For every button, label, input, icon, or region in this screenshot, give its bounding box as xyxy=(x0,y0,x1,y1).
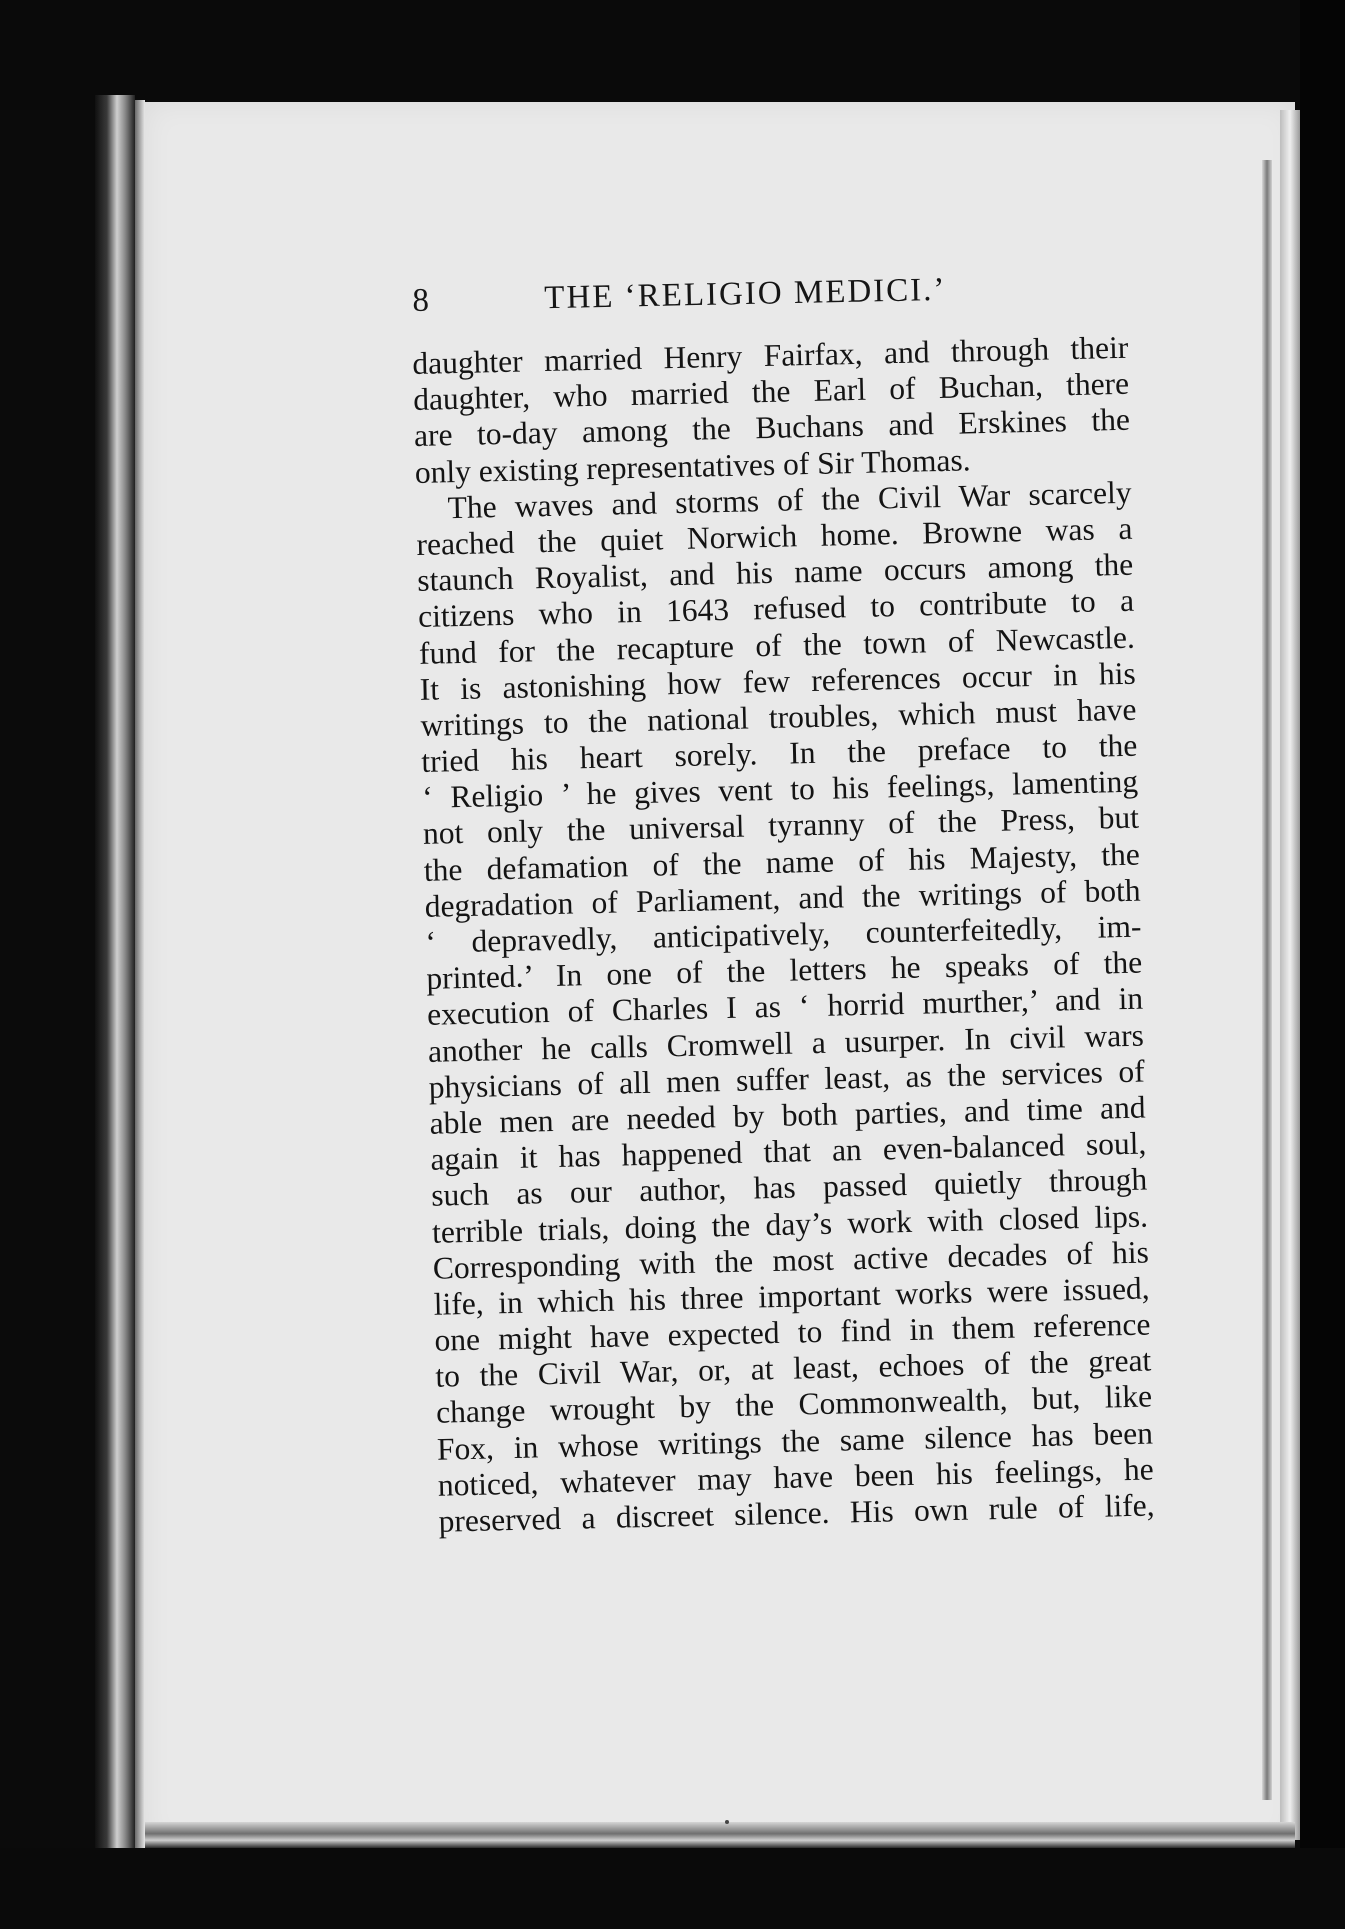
text-line: reached the quiet Norwich home. Browne was a xyxy=(416,510,1133,562)
text-line: change wrought by the Commonwealth, but, like xyxy=(435,1378,1153,1431)
text-line: tried his heart sorely. In the preface to the xyxy=(421,727,1138,779)
book-spine-edge xyxy=(95,95,135,1929)
text-line: the defamation of the name of his Majesty, the xyxy=(423,836,1141,888)
text-line: noticed, whatever may have been his feelings, he xyxy=(437,1451,1155,1503)
text-line: again it has happened that an even-balanced soul, xyxy=(430,1125,1147,1177)
scan-border-right xyxy=(1300,0,1345,1929)
text-line: It is astonishing how few references occur in his xyxy=(419,655,1136,707)
text-line: another he calls Cromwell a usurper. In civil wars xyxy=(427,1017,1145,1069)
page-number: 8 xyxy=(412,282,431,319)
text-line: to the Civil War, or, at least, echoes of the great xyxy=(434,1342,1152,1394)
text-line: not only the universal tyranny of the Press, but xyxy=(422,800,1140,852)
text-line: terrible trials, doing the day’s work with closed lips. xyxy=(431,1198,1149,1250)
text-line: writings to the national troubles, which must have xyxy=(420,691,1137,743)
page-gutter-edge xyxy=(135,100,145,1910)
text-line: citizens who in 1643 refused to contribute to a xyxy=(417,583,1135,635)
text-line: Corresponding with the most active decades of his xyxy=(432,1234,1150,1286)
text-line: ‘ Religio ’ he gives vent to his feelings, lamenting xyxy=(421,763,1139,816)
text-line: Fox, in whose writings the same silence has been xyxy=(436,1415,1154,1467)
page-speck xyxy=(725,1820,729,1824)
text-line: execution of Charles I as ‘ horrid murther,’ and in xyxy=(426,980,1144,1033)
text-line: degradation of Parliament, and the writings of both xyxy=(424,872,1141,924)
text-line: staunch Royalist, and his name occurs among the xyxy=(416,546,1134,599)
scan-border-top xyxy=(0,0,1345,110)
page-stack-edge xyxy=(1280,110,1300,1840)
text-line: ‘ depravedly, anticipatively, counterfeitedly, im- xyxy=(425,908,1142,960)
text-line: daughter married Henry Fairfax, and through their xyxy=(412,329,1129,381)
text-line: such as our author, has passed quietly through xyxy=(430,1161,1148,1214)
text-line: able men are needed by both parties, and time and xyxy=(429,1089,1146,1141)
running-head-title: THE ‘RELIGIO MEDICI.’ xyxy=(543,271,947,317)
text-line: daughter, who married the Earl of Buchan, there xyxy=(412,365,1130,418)
page-bottom-edge xyxy=(145,1822,1295,1848)
text-line: only existing representatives of Sir Thomas. xyxy=(414,441,971,490)
text-line: preserved a discreet silence. His own rule of life, xyxy=(438,1487,1155,1539)
text-line-paragraph-start: The waves and storms of the Civil War scarcely xyxy=(447,474,1132,525)
page-right-edge xyxy=(1262,160,1272,1800)
text-line: are to-day among the Buchans and Erskines the xyxy=(413,402,1131,454)
body-text xyxy=(412,330,1155,1540)
text-line: life, in which his three important works were issued, xyxy=(433,1270,1150,1322)
text-line: printed.’ In one of the letters he speaks of the xyxy=(425,944,1143,997)
text-line: one might have expected to find in them reference xyxy=(434,1306,1151,1358)
scan-border-bottom xyxy=(0,1848,1345,1929)
text-line: fund for the recapture of the town of Newcastle. xyxy=(418,619,1136,671)
text-line: physicians of all men suffer least, as the services of xyxy=(428,1053,1146,1105)
